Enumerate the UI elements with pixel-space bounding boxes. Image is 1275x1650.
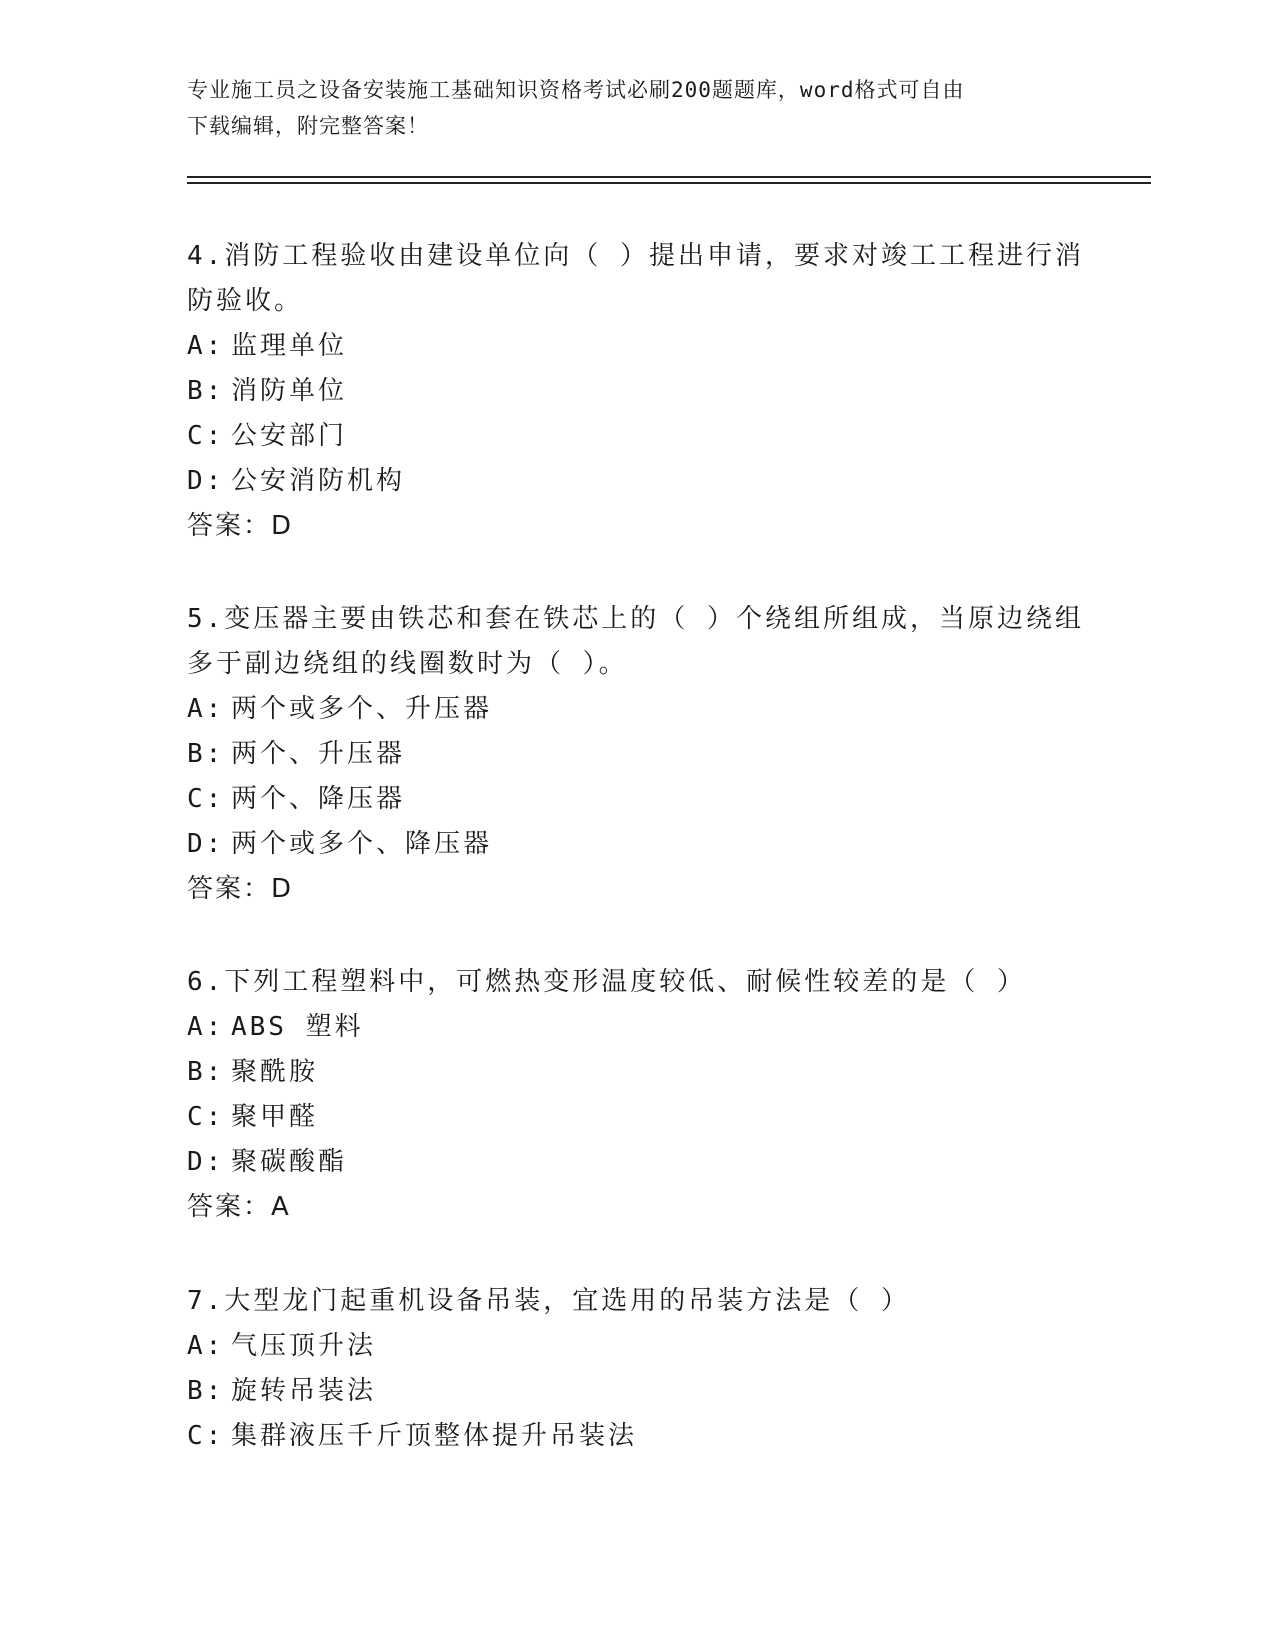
option-c bbox=[187, 777, 1087, 822]
document-header bbox=[187, 72, 1067, 144]
option-text: 公安消防机构 bbox=[231, 466, 406, 496]
option-letter: C: bbox=[187, 1421, 225, 1451]
option-d bbox=[187, 1140, 1087, 1185]
option-text: 公安部门 bbox=[231, 421, 348, 451]
option-letter: A: bbox=[187, 694, 225, 724]
option-text: 监理单位 bbox=[231, 331, 348, 361]
option-letter: C: bbox=[187, 1102, 225, 1132]
option-text: 聚甲醛 bbox=[231, 1102, 319, 1132]
answer-line: 答案：D bbox=[187, 874, 294, 904]
option-text: 两个或多个、升压器 bbox=[231, 694, 493, 724]
option-letter: B: bbox=[187, 1057, 225, 1087]
question-6 bbox=[187, 960, 1087, 1230]
option-b bbox=[187, 1369, 1087, 1414]
question-5 bbox=[187, 597, 1087, 912]
option-a bbox=[187, 687, 1087, 732]
header-title-line-2: 下载编辑，附完整答案！ bbox=[187, 114, 429, 138]
option-letter: A: bbox=[187, 1331, 225, 1361]
option-b bbox=[187, 369, 1087, 414]
option-text: 气压顶升法 bbox=[231, 1331, 377, 1361]
option-d bbox=[187, 459, 1087, 504]
option-letter: D: bbox=[187, 829, 225, 859]
option-b bbox=[187, 732, 1087, 777]
option-a bbox=[187, 324, 1087, 369]
option-text: 聚酰胺 bbox=[231, 1057, 319, 1087]
question-text-line-2: 防验收。 bbox=[187, 286, 304, 316]
option-c bbox=[187, 1414, 1087, 1459]
option-text: 聚碳酸酯 bbox=[231, 1147, 348, 1177]
option-letter: A: bbox=[187, 331, 225, 361]
option-letter: C: bbox=[187, 784, 225, 814]
question-text-line-1: 7.大型龙门起重机设备吊装，宜选用的吊装方法是（ ） bbox=[187, 1286, 910, 1316]
option-text: 旋转吊装法 bbox=[231, 1376, 377, 1406]
option-a bbox=[187, 1324, 1087, 1369]
question-text-line-1: 6.下列工程塑料中，可燃热变形温度较低、耐候性较差的是（ ） bbox=[187, 967, 1026, 997]
option-letter: B: bbox=[187, 376, 225, 406]
option-text: 两个、降压器 bbox=[231, 784, 406, 814]
header-title-line-1: 专业施工员之设备安装施工基础知识资格考试必刷200题题库，word格式可自由 bbox=[187, 78, 965, 102]
header-divider-bottom bbox=[187, 182, 1151, 184]
option-text: 消防单位 bbox=[231, 376, 348, 406]
answer-line: 答案：D bbox=[187, 511, 294, 541]
option-text: 两个或多个、降压器 bbox=[231, 829, 493, 859]
option-letter: D: bbox=[187, 1147, 225, 1177]
option-letter: B: bbox=[187, 1376, 225, 1406]
option-d bbox=[187, 822, 1087, 867]
option-letter: A: bbox=[187, 1012, 225, 1042]
option-text: 两个、升压器 bbox=[231, 739, 406, 769]
question-text-line-2: 多于副边绕组的线圈数时为（ ）。 bbox=[187, 649, 628, 679]
option-c bbox=[187, 414, 1087, 459]
option-letter: D: bbox=[187, 466, 225, 496]
option-c bbox=[187, 1095, 1087, 1140]
question-text-line-1: 4.消防工程验收由建设单位向（ ）提出申请，要求对竣工工程进行消 bbox=[187, 241, 1084, 271]
option-letter: C: bbox=[187, 421, 225, 451]
header-divider-top bbox=[187, 176, 1151, 178]
question-7 bbox=[187, 1279, 1087, 1459]
option-a bbox=[187, 1005, 1087, 1050]
option-b bbox=[187, 1050, 1087, 1095]
question-text-line-1: 5.变压器主要由铁芯和套在铁芯上的（ ）个绕组所组成，当原边绕组 bbox=[187, 604, 1084, 634]
answer-line: 答案：A bbox=[187, 1192, 291, 1222]
option-letter: B: bbox=[187, 739, 225, 769]
option-text: ABS 塑料 bbox=[231, 1012, 364, 1042]
option-text: 集群液压千斤顶整体提升吊装法 bbox=[231, 1421, 638, 1451]
question-4 bbox=[187, 234, 1087, 549]
